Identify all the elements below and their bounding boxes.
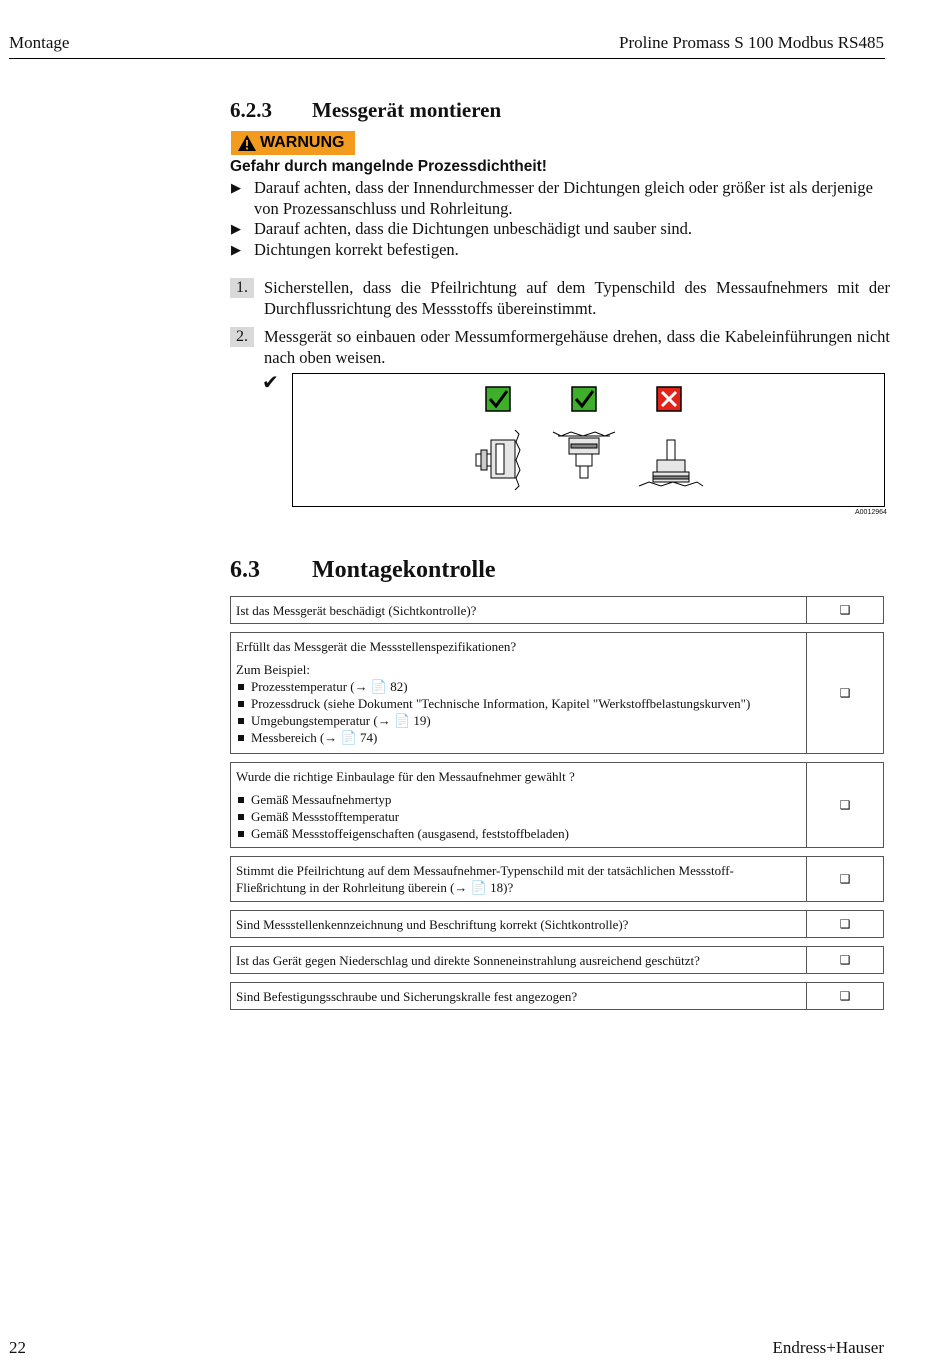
arrow-bullet-icon: ▶ (231, 180, 241, 195)
checklist-sub-list (236, 791, 800, 842)
checklist-row (230, 946, 884, 974)
warning-badge (231, 131, 355, 155)
list-item: Messbereich (→ 📄 74) (236, 729, 800, 746)
checkbox[interactable]: ❑ (839, 952, 851, 967)
warning-bullet (230, 240, 890, 261)
warning-bullet-text: Darauf achten, dass die Dichtungen unbeschädigt und sauber sind. (254, 219, 693, 238)
checkbox[interactable]: ❑ (839, 916, 851, 931)
step-2 (230, 327, 890, 368)
checklist-question: Stimmt die Pfeilrichtung auf dem Messaufnehmer-Typenschild mit der tatsächlichen Messstoff-Fließrichtung in der Rohrleitung überein (→ 📄 18)? (231, 857, 807, 901)
checklist-row (230, 632, 884, 754)
checklist-row (230, 982, 884, 1010)
checklist-question-block (231, 633, 807, 753)
list-item: Umgebungstemperatur (→ 📄 19) (236, 712, 800, 729)
header-rule (9, 58, 885, 59)
arrow-bullet-icon: ▶ (231, 241, 241, 257)
warning-title: Gefahr durch mangelnde Prozessdichtheit! (230, 158, 547, 175)
checkbox[interactable]: ❑ (839, 685, 851, 700)
checklist-row (230, 762, 884, 848)
warning-bullet (230, 219, 890, 240)
checklist-row (230, 596, 884, 624)
step-1 (230, 278, 890, 319)
checklist-row (230, 910, 884, 938)
checkbox[interactable]: ❑ (839, 871, 851, 886)
checkbox[interactable]: ❑ (839, 988, 851, 1003)
step-text: Sicherstellen, dass die Pfeilrichtung auf dem Typenschild des Messaufnehmers mit der Durchflussrichtung des Messstoffs übereinstimmt. (264, 278, 890, 318)
footer-brand: Endress+Hauser (772, 1338, 884, 1357)
page-number: 22 (9, 1338, 26, 1357)
header-chapter: Montage (9, 33, 70, 52)
step-number: 1. (230, 278, 254, 298)
checklist-question-block (231, 763, 807, 847)
checklist-question: Ist das Messgerät beschädigt (Sichtkontrolle)? (231, 597, 807, 623)
section-title: Messgerät montieren (312, 98, 502, 122)
figure-code: A0012964 (855, 509, 887, 516)
section-number: 6.2.3 (230, 98, 272, 122)
device-downward-icon (553, 432, 615, 478)
section-number: 6.3 (230, 557, 260, 583)
warning-bullets (230, 178, 890, 260)
list-item: Prozesstemperatur (→ 📄 82) (236, 678, 800, 695)
checklist-question: Sind Messstellenkennzeichnung und Beschriftung korrekt (Sichtkontrolle)? (231, 911, 807, 937)
result-checkmark-icon: ✔ (262, 372, 279, 394)
header-product: Proline Promass S 100 Modbus RS485 (619, 33, 884, 52)
checklist-question: Ist das Gerät gegen Niederschlag und direkte Sonneneinstrahlung ausreichend geschützt? (231, 947, 807, 973)
checklist-sub-list (236, 678, 800, 746)
allowed-check-icon (486, 387, 510, 411)
list-item: Gemäß Messstofftemperatur (236, 808, 800, 825)
list-item: Gemäß Messstoffeigenschaften (ausgasend, feststoffbeladen) (236, 825, 800, 842)
checklist-question: Sind Befestigungsschraube und Sicherungskralle fest angezogen? (231, 983, 807, 1009)
list-item: Gemäß Messaufnehmertyp (236, 791, 800, 808)
checklist-sub-label: Zum Beispiel: (236, 662, 311, 677)
device-upward-icon (639, 440, 703, 486)
warning-bullet-text: Darauf achten, dass der Innendurchmesser der Dichtungen gleich oder größer ist als derjenige von Prozessanschluss und Rohrleitung. (254, 178, 873, 218)
device-side-mounted-icon (476, 430, 520, 490)
warning-badge-label: WARNUNG (260, 134, 345, 151)
checklist-question: Erfüllt das Messgerät die Messstellenspezifikationen? (236, 639, 517, 654)
not-allowed-cross-icon (657, 387, 681, 411)
list-item: Prozessdruck (siehe Dokument "Technische Information, Kapitel "Werkstoffbelastungskurven") (236, 695, 800, 712)
allowed-check-icon (572, 387, 596, 411)
warning-bullet-text: Dichtungen korrekt befestigen. (254, 239, 459, 259)
checklist-question: Wurde die richtige Einbaulage für den Messaufnehmer gewählt ? (236, 769, 575, 784)
section-heading-6-3 (230, 557, 496, 584)
checklist-row (230, 856, 884, 902)
step-text: Messgerät so einbauen oder Messumformergehäuse drehen, dass die Kabeleinführungen nicht nach oben weisen. (264, 327, 890, 367)
warning-triangle-icon (237, 134, 257, 152)
section-heading-6-2-3 (230, 98, 501, 123)
warning-bullet (230, 178, 890, 219)
section-title: Montagekontrolle (312, 557, 496, 583)
mounting-orientation-figure (292, 373, 885, 507)
checkbox[interactable]: ❑ (839, 602, 851, 617)
checkbox[interactable]: ❑ (839, 797, 851, 812)
arrow-bullet-icon: ▶ (231, 221, 241, 236)
step-number: 2. (230, 327, 254, 347)
mounting-illustration (293, 374, 884, 506)
